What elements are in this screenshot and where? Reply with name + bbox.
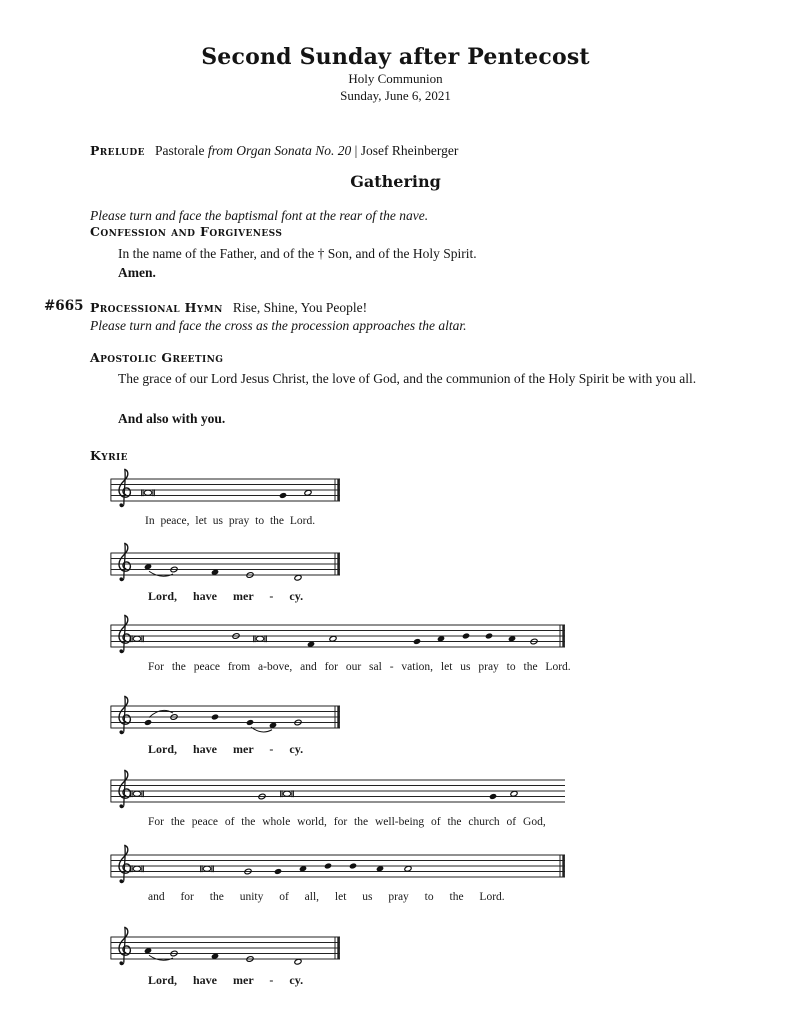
- greeting-label: Apostolic Greeting: [90, 350, 224, 365]
- gathering-heading: Gathering: [350, 172, 441, 191]
- prelude-piece: Pastorale: [155, 143, 205, 158]
- staff-lyrics: In peace, let us pray to the Lord.: [145, 515, 316, 527]
- prelude-composer: Josef Rheinberger: [360, 143, 459, 158]
- staff-lyrics: and for the unity of all, let us pray to the Lord.: [148, 891, 505, 903]
- confession-label: Confession and Forgiveness: [90, 224, 283, 239]
- staff-lyrics: Lord, have mer - cy.: [148, 742, 304, 756]
- greeting-response: And also with you.: [118, 411, 226, 426]
- greeting-text: The grace of our Lord Jesus Christ, the love of God, and the communion of the Holy Spirit be with you all.: [118, 371, 697, 386]
- music-staff-svg: [110, 463, 344, 511]
- kyrie-staff: [110, 609, 571, 673]
- kyrie-staff: [110, 537, 344, 604]
- kyrie-staff: [110, 839, 569, 903]
- kyrie-staff: [110, 921, 344, 988]
- divider: |: [354, 143, 358, 158]
- staff-lyrics: For the peace from a-bove, and for our sal - vation, let us pray to the Lord.: [148, 661, 571, 673]
- hymn-title: Rise, Shine, You People!: [232, 300, 368, 315]
- music-staff-svg: [110, 839, 569, 887]
- prelude-line: [90, 141, 458, 161]
- confession-rubric: Please turn and face the baptismal font at the rear of the nave.: [90, 208, 429, 223]
- hymn-line: [90, 298, 367, 318]
- prelude-source: from Organ Sonata No. 20: [207, 143, 352, 158]
- staff-lyrics: For the peace of the whole world, for the well-being of the church of God,: [148, 816, 546, 828]
- music-staff-svg: [110, 921, 344, 969]
- music-staff-svg: [110, 609, 569, 657]
- staff-lyrics: Lord, have mer - cy.: [148, 973, 304, 987]
- kyrie-staff: [110, 690, 344, 757]
- service-type: Holy Communion: [348, 71, 443, 86]
- service-date: Sunday, June 6, 2021: [340, 88, 451, 103]
- kyrie-staff: [110, 463, 344, 527]
- kyrie-staff: [110, 764, 569, 828]
- kyrie-label: Kyrie: [90, 448, 128, 463]
- prelude-label: Prelude: [90, 143, 145, 158]
- music-staff-svg: [110, 764, 569, 812]
- hymn-label: Processional Hymn: [90, 300, 223, 315]
- staff-lyrics: Lord, have mer - cy.: [148, 589, 304, 603]
- hymn-rubric: Please turn and face the cross as the procession approaches the altar.: [90, 318, 467, 333]
- page-title: Second Sunday after Pentecost: [201, 44, 590, 70]
- hymn-number: #665: [44, 298, 84, 314]
- confession-response: Amen.: [118, 265, 156, 280]
- music-staff-svg: [110, 537, 344, 585]
- music-staff-svg: [110, 690, 344, 738]
- confession-line: In the name of the Father, and of the † Son, and of the Holy Spirit.: [118, 246, 477, 261]
